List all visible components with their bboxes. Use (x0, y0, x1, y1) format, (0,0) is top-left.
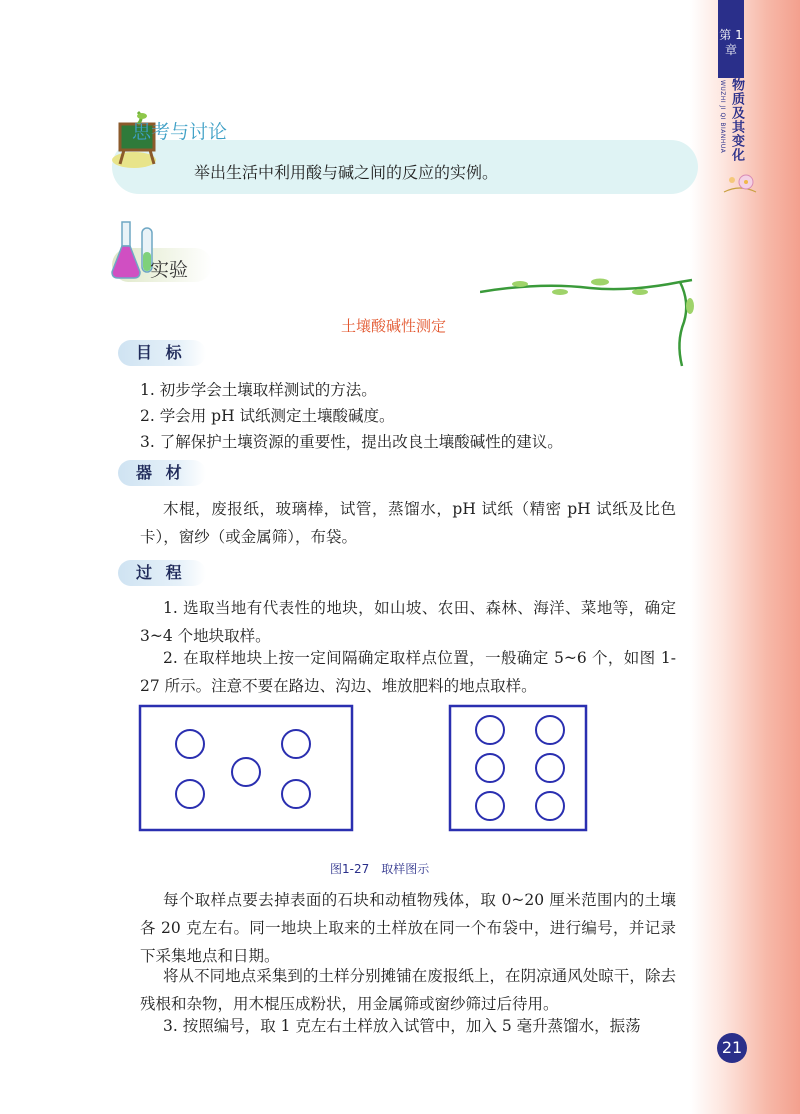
objective-item-2: 2. 学会用 pH 试纸测定土壤酸碱度。 (140, 407, 395, 425)
plot-rect-left (140, 706, 352, 830)
materials-text: 木棍，废报纸，玻璃棒，试管，蒸馏水，pH 试纸（精密 pH 试纸及比色卡），窗纱（或金属筛），布袋。 (140, 500, 676, 546)
sample-point (282, 730, 310, 758)
chapter-label: 第 1 章 (719, 28, 743, 57)
process-paragraph-a: 每个取样点要去掉表面的石块和动植物残体，取 0~20 厘米范围内的土壤各 20 克左右。同一地块上取来的土样放在同一个布袋中，进行编号，并记录下采集地点和日期。 (140, 891, 676, 965)
objectives-label: 目 标 (118, 340, 206, 366)
sample-point (176, 780, 204, 808)
sample-point (176, 730, 204, 758)
sample-point (476, 716, 504, 744)
sample-point (476, 754, 504, 782)
think-discuss-title: 思考与讨论 (132, 121, 228, 143)
process-paragraph-b: 将从不同地点采集到的土样分别摊铺在废报纸上，在阴凉通风处晾干，除去残根和杂物，用木棍压成粉状，用金属筛或窗纱筛过后待用。 (140, 967, 676, 1013)
process-label: 过 程 (118, 560, 206, 586)
sample-point (282, 780, 310, 808)
chapter-tab (718, 0, 744, 78)
experiment-title: 实验 (150, 259, 189, 281)
think-discuss-text: 举出生活中利用酸与碱之间的反应的实例。 (194, 163, 499, 182)
sample-point (232, 758, 260, 786)
process-step-2: 2. 在取样地块上按一定间隔确定取样点位置，一般确定 5~6 个，如图 1-27 所示。注意不要在路边、沟边、堆放肥料的地点取样。 (140, 649, 676, 695)
objective-item-1: 1. 初步学会土壤取样测试的方法。 (140, 381, 377, 399)
vine-decoration (480, 262, 700, 372)
process-step-1: 1. 选取当地有代表性的地块，如山坡、农田、森林、海洋、菜地等，确定 3~4 个地块取样。 (140, 599, 676, 645)
page-number: 21 (717, 1033, 747, 1063)
objective-item-3: 3. 了解保护土壤资源的重要性，提出改良土壤酸碱性的建议。 (140, 433, 563, 451)
sampling-figure (138, 704, 590, 832)
chapter-title: 物质及其变化 (729, 78, 744, 162)
sample-point (536, 754, 564, 782)
plot-rect-right (450, 706, 586, 830)
sample-point (536, 792, 564, 820)
page-side-band (690, 0, 800, 1114)
chapter-pinyin: WUZHI JI QI BIANHUA (719, 80, 726, 154)
sample-point (536, 716, 564, 744)
flower-icon (720, 170, 760, 198)
sample-point (476, 792, 504, 820)
experiment-heading: 土壤酸碱性测定 (341, 317, 447, 335)
figure-caption: 图1-27 取样图示 (330, 862, 430, 876)
materials-label: 器 材 (118, 460, 206, 486)
process-step-3: 3. 按照编号，取 1 克左右土样放入试管中，加入 5 毫升蒸馏水，振荡 (163, 1017, 641, 1035)
